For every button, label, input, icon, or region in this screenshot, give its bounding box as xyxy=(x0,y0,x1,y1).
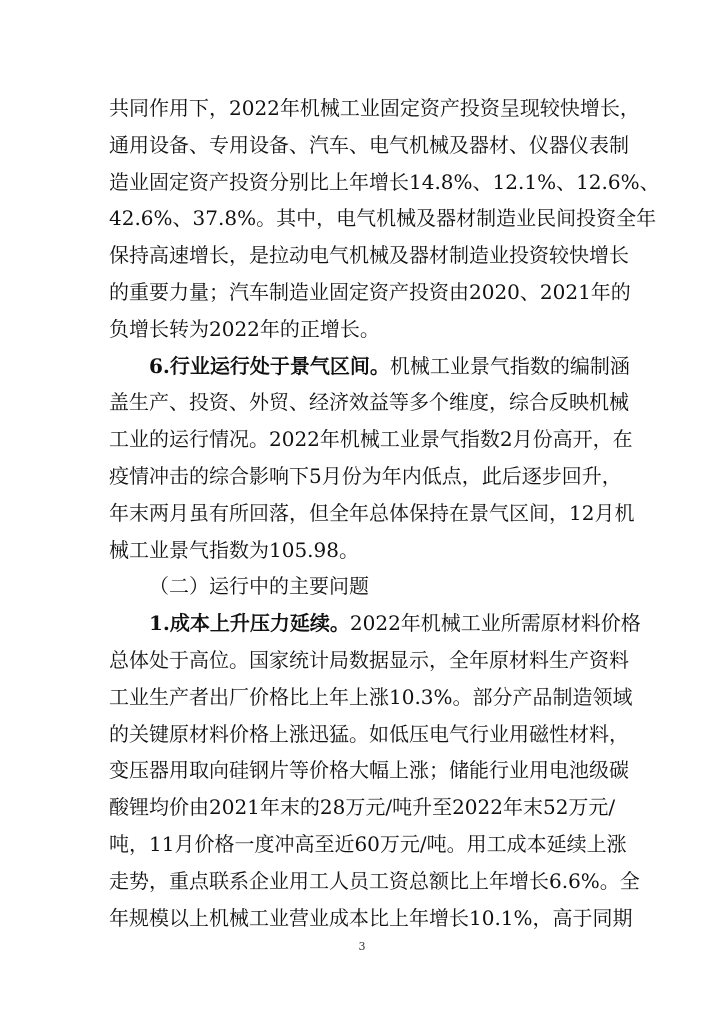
text-line: 通用设备、专用设备、汽车、电气机械及器材、仪器仪表制 xyxy=(109,132,629,157)
text-line: 总体处于高位。国家统计局数据显示，全年原材料生产资料 xyxy=(109,647,629,672)
text-line: 年末两月虽有所回落，但全年总体保持在景气区间，12月机 xyxy=(109,500,635,525)
section-1-heading: 1.成本上升压力延续。 xyxy=(149,611,350,636)
page-number: 3 xyxy=(358,940,366,953)
text-line: 走势，重点联系企业用工人员工资总额比上年增长6.6%。全 xyxy=(109,868,640,893)
text-line: 保持高速增长，是拉动电气机械及器材制造业投资较快增长 xyxy=(109,243,629,268)
text-line: 共同作用下，2022年机械工业固定资产投资呈现较快增长， xyxy=(109,96,640,120)
section-6-first-line xyxy=(109,348,630,385)
text-line: 负增长转为2022年的正增长。 xyxy=(109,316,380,341)
text-line: 工业的运行情况。2022年机械工业景气指数2月份高开，在 xyxy=(109,427,633,452)
subsection-title: （二）运行中的主要问题 xyxy=(149,574,369,599)
text-line: 的重要力量；汽车制造业固定资产投资由2020、2021年的 xyxy=(109,279,631,304)
section-1-first-line xyxy=(109,605,641,642)
text-line: 变压器用取向硅钢片等价格大幅上涨；储能行业用电池级碳 xyxy=(109,758,629,783)
text-line: 年规模以上机械工业营业成本比上年增长10.1%，高于同期 xyxy=(109,905,633,930)
text-line: 的关键原材料价格上涨迅猛。如低压电气行业用磁性材料， xyxy=(109,721,629,746)
text-span: 机械工业景气指数的编制涵 xyxy=(389,353,630,378)
section-6-heading: 6.行业运行处于景气区间。 xyxy=(149,353,390,378)
text-line: 盖生产、投资、外贸、经济效益等多个维度，综合反映机械 xyxy=(109,390,629,415)
text-span: 2022年机械工业所需原材料价格 xyxy=(349,611,641,636)
text-line: 吨，11月价格一度冲高至近60万元/吨。用工成本延续上涨 xyxy=(109,831,627,856)
text-line: 工业生产者出厂价格比上年上涨10.3%。部分产品制造领域 xyxy=(109,684,633,709)
body-text xyxy=(109,90,660,936)
text-line: 酸锂均价由2021年末的28万元/吨升至2022年末52万元/ xyxy=(109,795,616,820)
text-line: 42.6%、37.8%。其中，电气机械及器材制造业民间投资全年 xyxy=(109,206,657,231)
text-line: 疫情冲击的综合影响下5月份为年内低点，此后逐步回升， xyxy=(109,463,622,488)
text-line: 造业固定资产投资分别比上年增长14.8%、12.1%、12.6%、 xyxy=(109,169,660,194)
text-line: 械工业景气指数为105.98。 xyxy=(109,537,359,562)
